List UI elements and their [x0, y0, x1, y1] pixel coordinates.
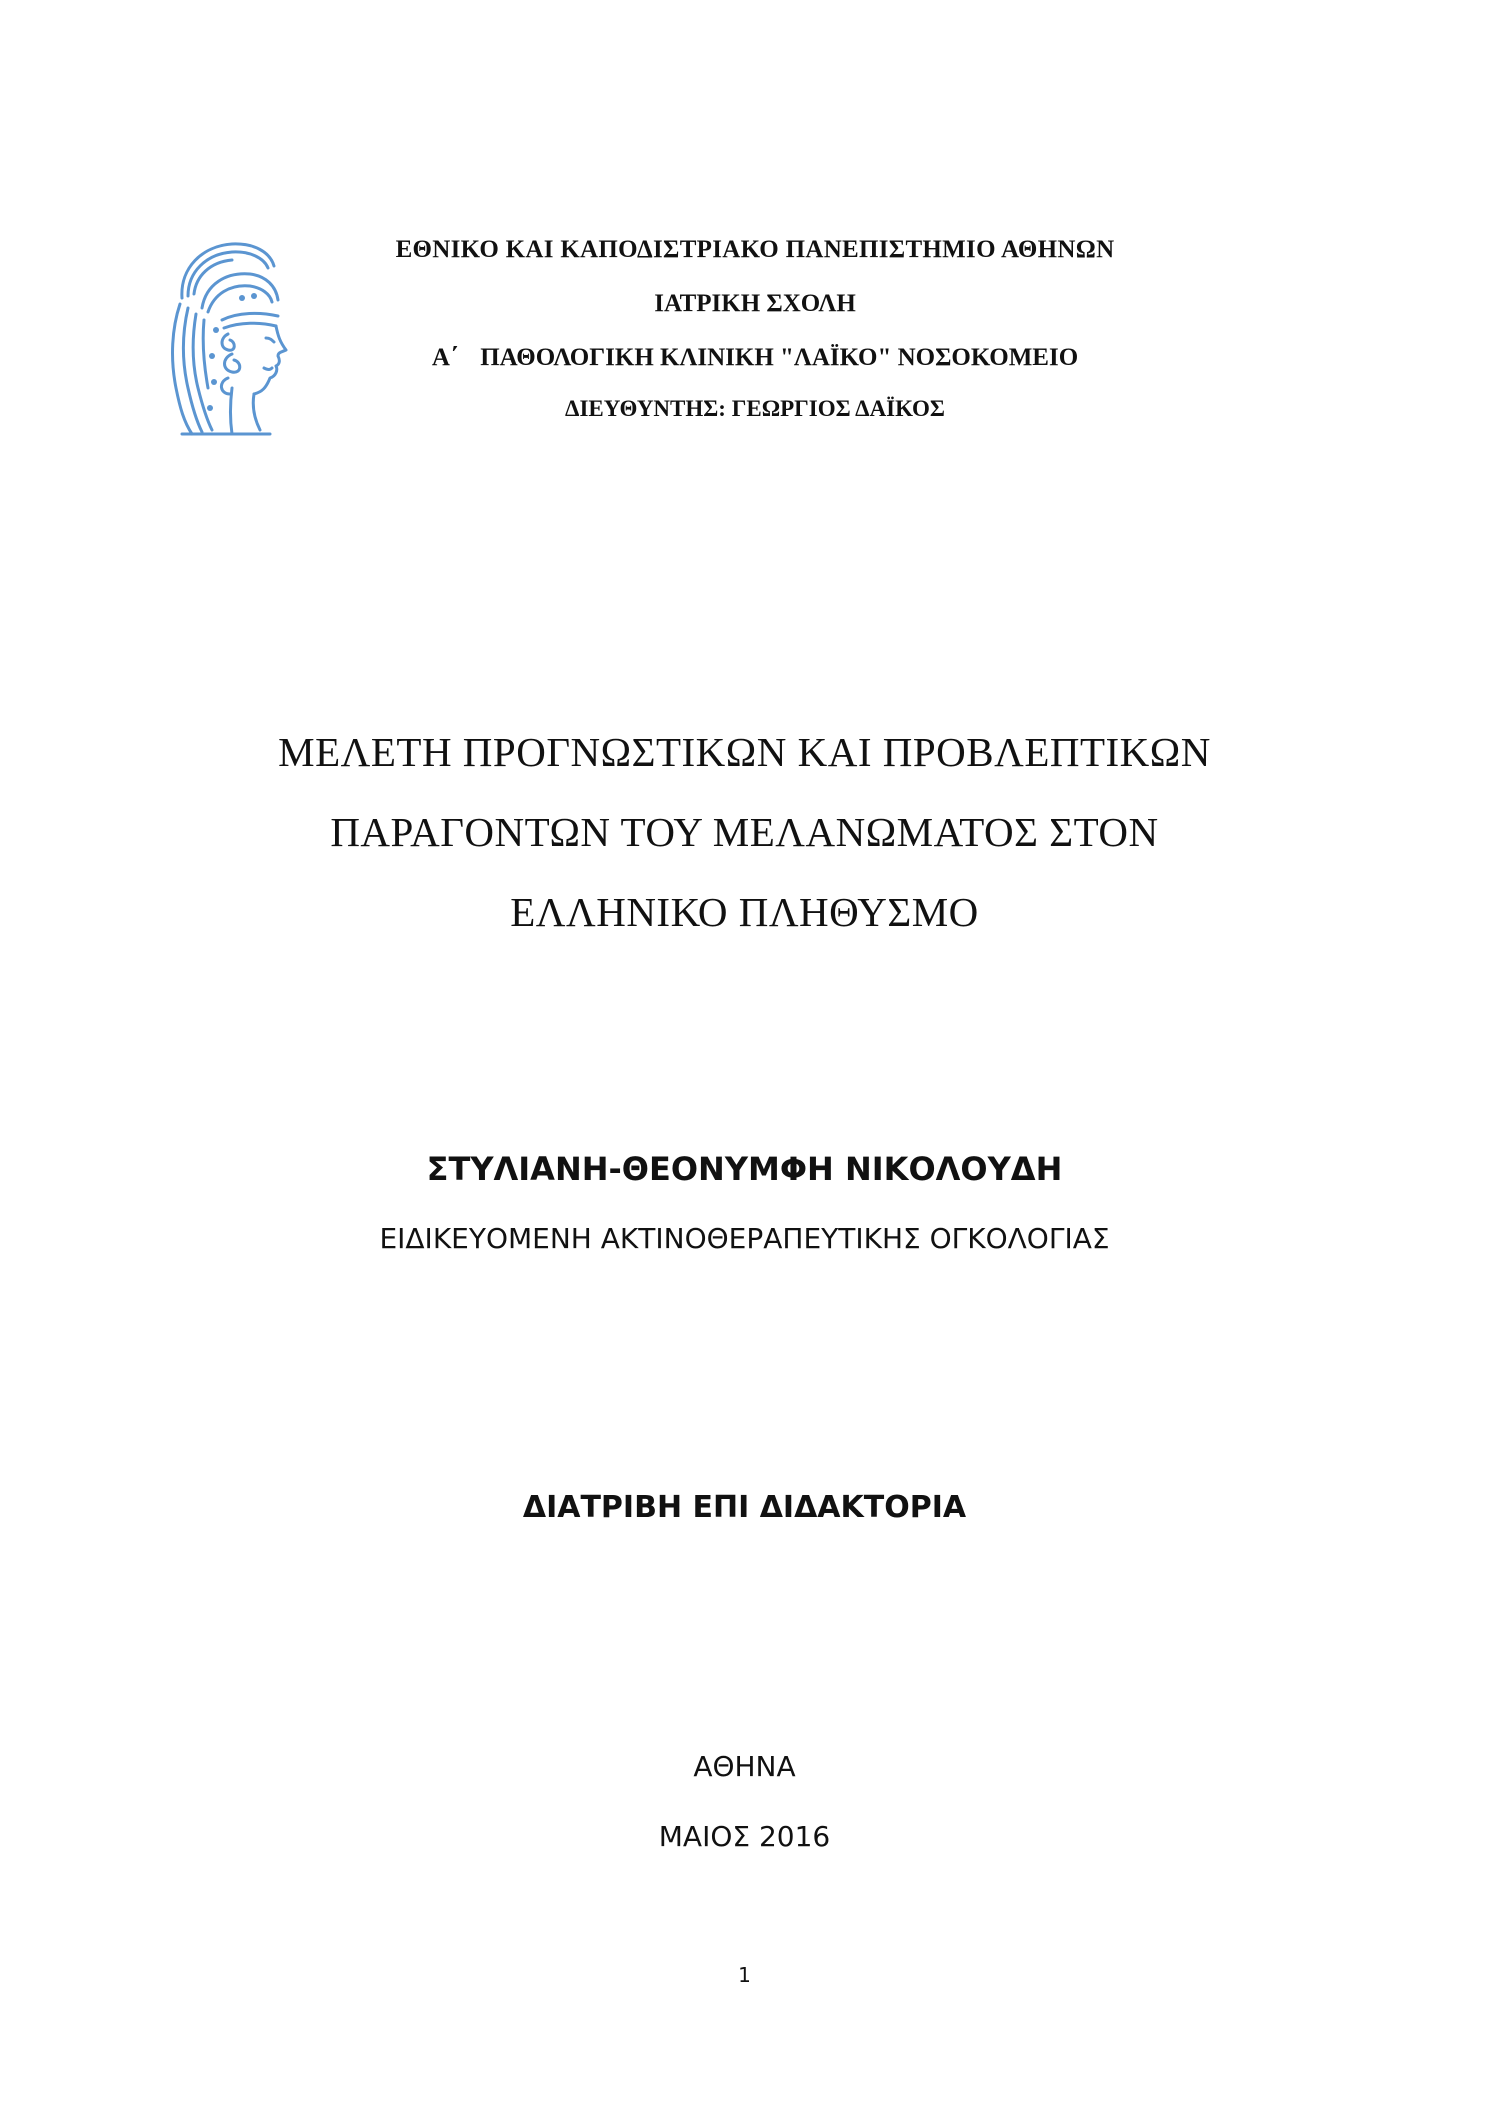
- place: ΑΘΗΝΑ: [693, 1750, 796, 1783]
- thesis-title-line-3: ΕΛΛΗΝΙΚΟ ΠΛΗΘΥΣΜΟ: [510, 889, 979, 935]
- page-number: 1: [738, 1963, 751, 1987]
- athena-head-logo: [162, 238, 290, 438]
- date: ΜΑΙΟΣ 2016: [658, 1820, 831, 1853]
- author-name: ΣΤΥΛΙΑΝΗ-ΘΕΟΝΥΜΦΗ ΝΙΚΟΛΟΥΔΗ: [426, 1150, 1063, 1188]
- thesis-title-line-1: ΜΕΛΕΤΗ ΠΡΟΓΝΩΣΤΙΚΩΝ ΚΑΙ ΠΡΟΒΛΕΠΤΙΚΩΝ: [278, 729, 1211, 775]
- school-name: ΙΑΤΡΙΚΗ ΣΧΟΛΗ: [654, 290, 856, 317]
- university-name: ΕΘΝΙΚΟ ΚΑΙ ΚΑΠΟΔΙΣΤΡΙΑΚΟ ΠΑΝΕΠΙΣΤΗΜΙΟ ΑΘΗΝΩΝ: [395, 236, 1115, 263]
- thesis-title-line-2: ΠΑΡΑΓΟΝΤΩΝ ΤΟΥ ΜΕΛΑΝΩΜΑΤΟΣ ΣΤΟΝ: [330, 809, 1159, 855]
- thesis-type: ΔΙΑΤΡΙΒΗ ΕΠΙ ΔΙΔΑΚΤΟΡΙΑ: [522, 1490, 967, 1525]
- clinic-prefix: Α΄: [431, 344, 459, 371]
- director-line: ΔΙΕΥΘΥΝΤΗΣ: ΓΕΩΡΓΙΟΣ ΔΑΪΚΟΣ: [565, 396, 945, 421]
- clinic-name: [335, 344, 1175, 372]
- author-role: ΕΙΔΙΚΕΥΟΜΕΝΗ ΑΚΤΙΝΟΘΕΡΑΠΕΥΤΙΚΗΣ ΟΓΚΟΛΟΓΙΑΣ: [379, 1222, 1110, 1255]
- clinic-label: ΠΑΘΟΛΟΓΙΚΗ ΚΛΙΝΙΚΗ "ΛΑΪΚΟ" ΝΟΣΟΚΟΜΕΙΟ: [480, 344, 1079, 371]
